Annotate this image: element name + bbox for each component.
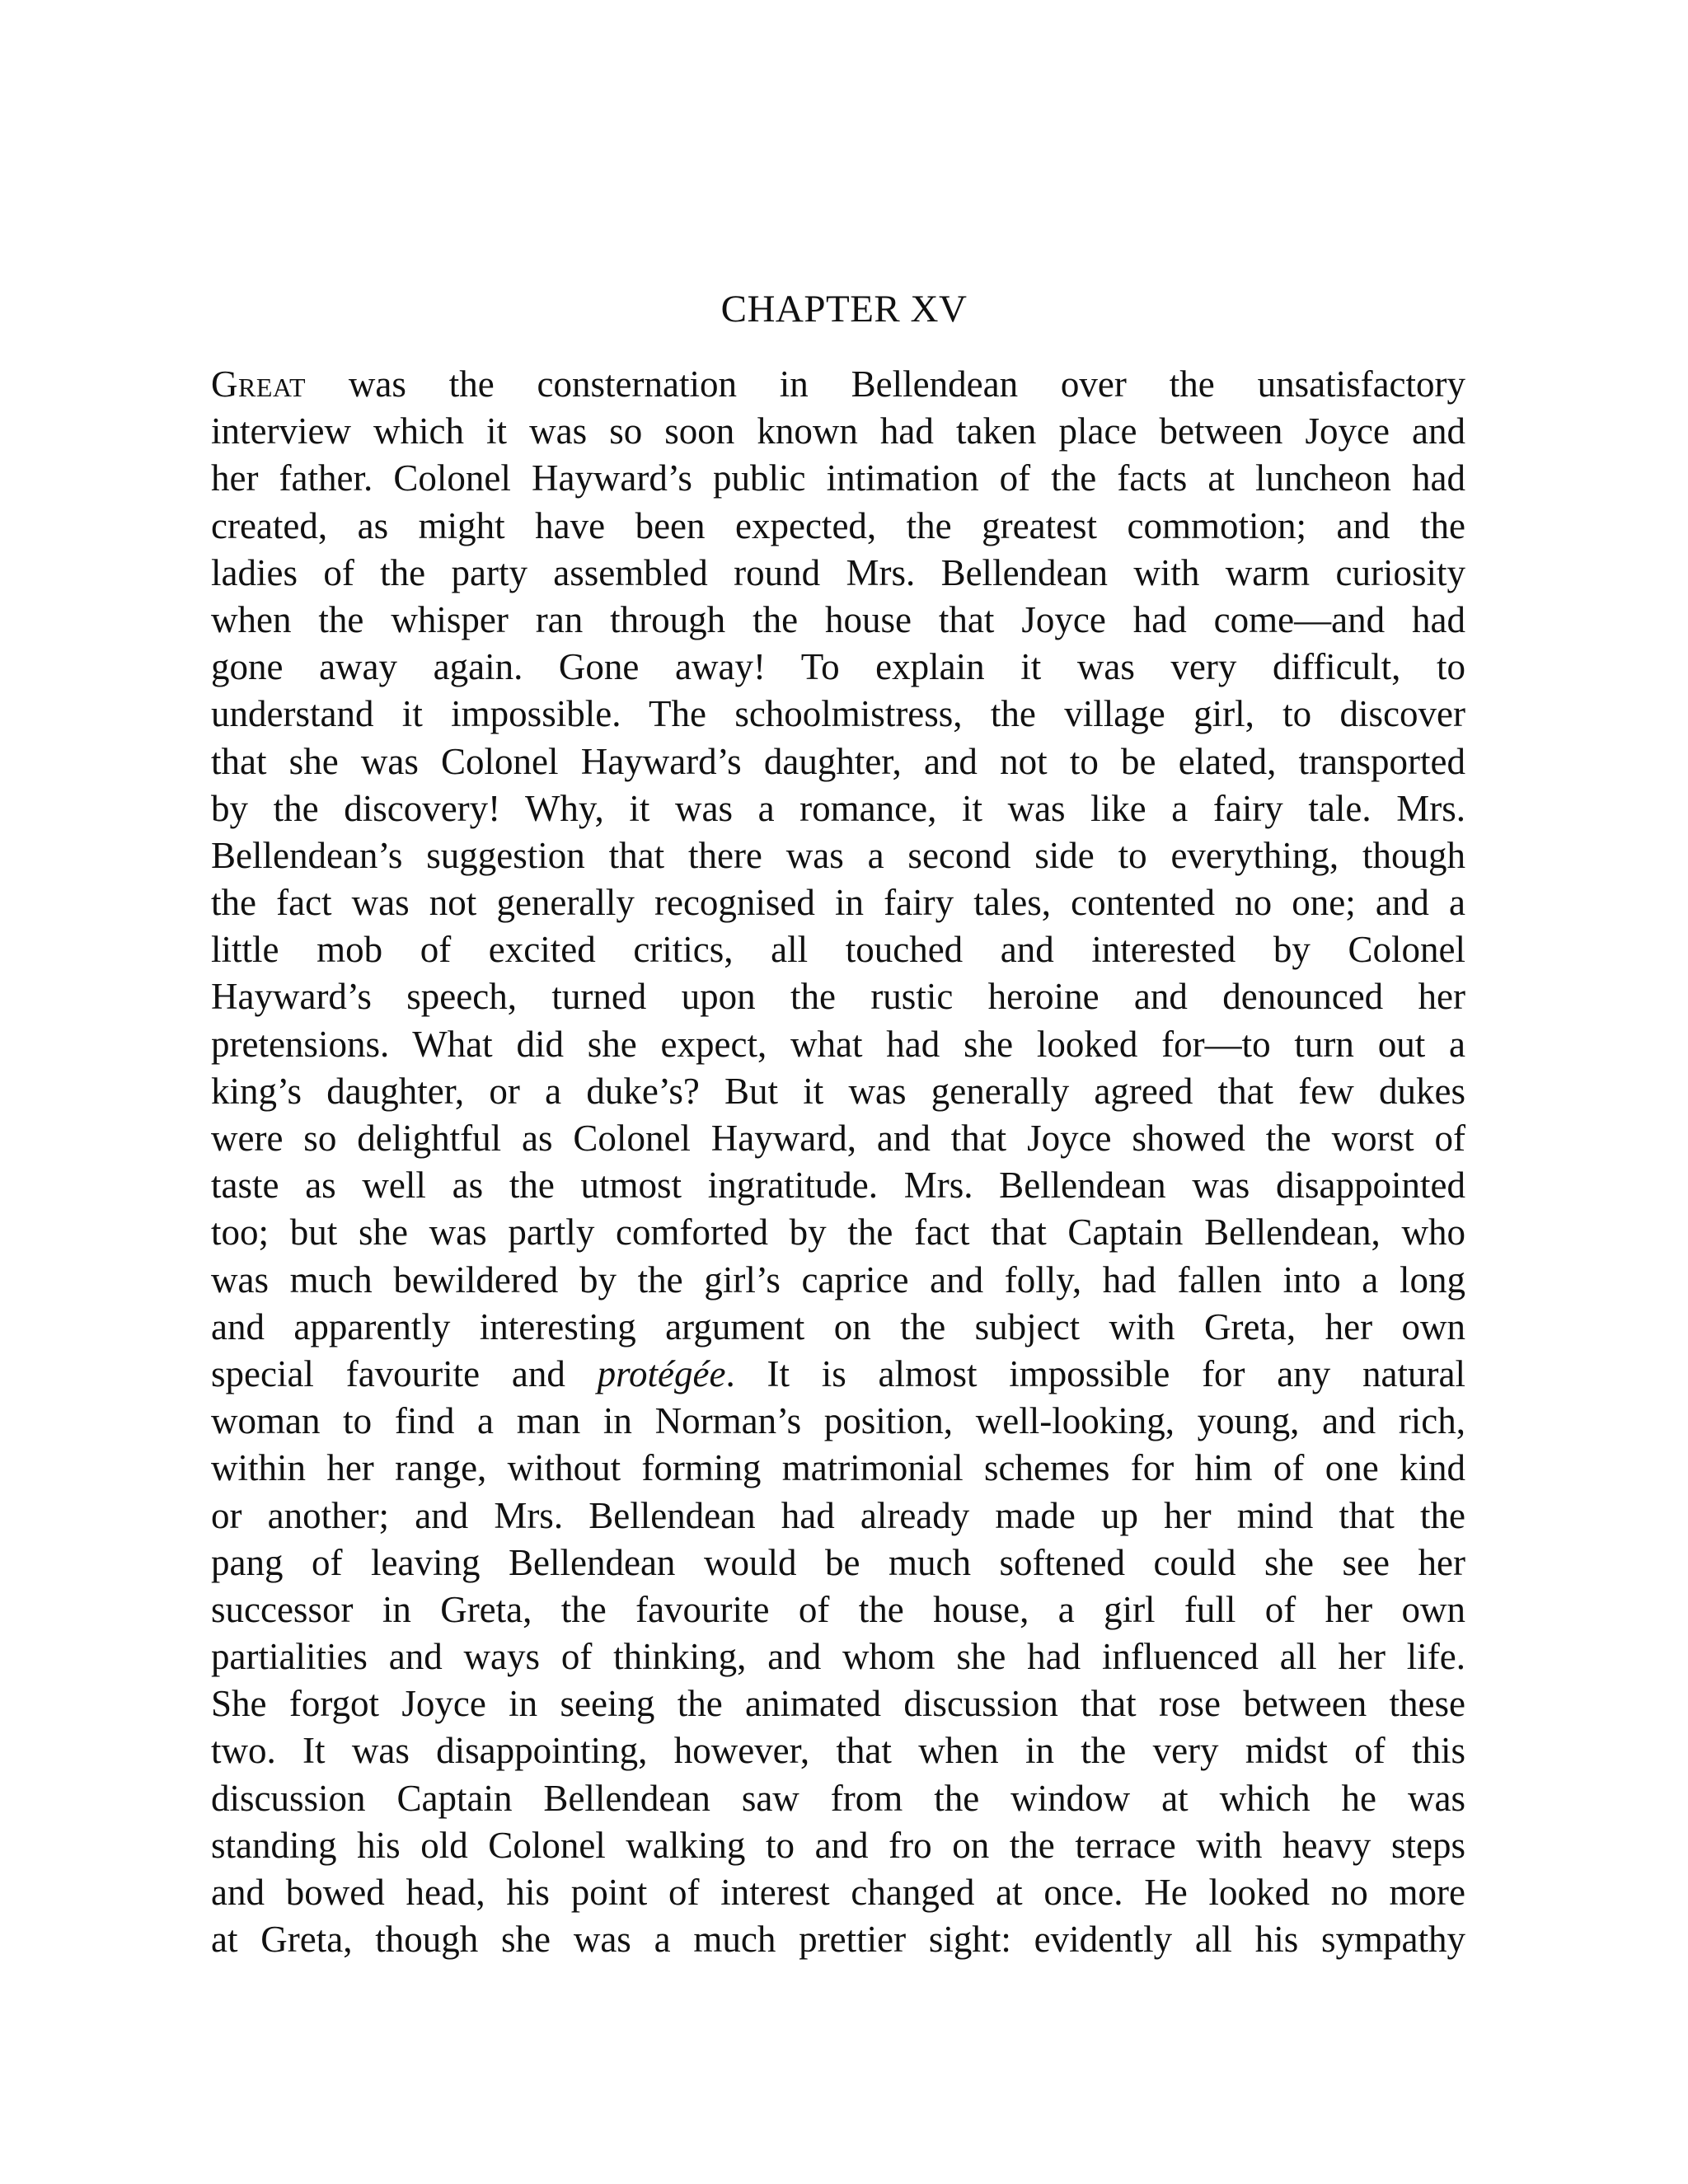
chapter-heading: CHAPTER XV <box>720 288 968 330</box>
text-line: or another; and Mrs. Bellendean had already made up her mind that the <box>211 1494 1465 1536</box>
text-line: gone away again. Gone away! To explain it was very difficult, to <box>211 646 1465 688</box>
text-line: king’s daughter, or a duke’s? But it was generally agreed that few dukes <box>211 1070 1465 1112</box>
text-segment: . It is almost impossible for any natural <box>725 1352 1465 1394</box>
text-segment: special favourite and <box>211 1352 598 1394</box>
text-line: She forgot Joyce in seeing the animated discussion that rose between these <box>211 1683 1465 1725</box>
text-line: by the discovery! Why, it was a romance, it was like a fairy tale. Mrs. <box>211 787 1465 829</box>
text-line: too; but she was partly comforted by the fact that Captain Bellendean, who <box>211 1212 1465 1254</box>
text-line: pang of leaving Bellendean would be much softened could she see her <box>211 1541 1465 1583</box>
text-line: at Greta, though she was a much prettier sight: evidently all his sympathy <box>211 1919 1465 1961</box>
text-line: understand it impossible. The schoolmistress, the village girl, to discover <box>211 693 1465 735</box>
text-line: partialities and ways of thinking, and whom she had influenced all her life. <box>211 1636 1465 1678</box>
text-line: when the whisper ran through the house that Joyce had come—and had <box>211 598 1465 640</box>
body-text <box>211 361 1465 1963</box>
text-line: woman to find a man in Norman’s position, well-looking, young, and rich, <box>211 1400 1465 1442</box>
text-line: was much bewildered by the girl’s caprice and folly, had fallen into a long <box>211 1258 1465 1301</box>
text-line-content: was the consternation in Bellendean over the unsatisfactory <box>306 363 1465 405</box>
italic-word: protégée <box>597 1352 726 1394</box>
text-line: Bellendean’s suggestion that there was a second side to everything, though <box>211 834 1465 876</box>
text-line <box>211 1351 1465 1398</box>
text-line: pretensions. What did she expect, what had she looked for—to turn out a <box>211 1023 1465 1065</box>
text-line: were so delightful as Colonel Hayward, and that Joyce showed the worst of <box>211 1118 1465 1159</box>
text-line: and bowed head, his point of interest changed at once. He looked no more <box>211 1872 1465 1913</box>
opening-word: Great <box>211 363 306 405</box>
text-line: two. It was disappointing, however, that when in the very midst of this <box>211 1730 1465 1772</box>
text-line: Hayward’s speech, turned upon the rustic heroine and denounced her <box>211 976 1465 1018</box>
text-line <box>211 361 1465 408</box>
text-line: ladies of the party assembled round Mrs. Bellendean with warm curiosity <box>211 551 1465 593</box>
text-line: little mob of excited critics, all touched and interested by Colonel <box>211 929 1465 971</box>
text-line: the fact was not generally recognised in fairy tales, contented no one; and a <box>211 882 1465 924</box>
text-line: her father. Colonel Hayward’s public intimation of the facts at luncheon had <box>211 457 1465 499</box>
text-line: that she was Colonel Hayward’s daughter, and not to be elated, transported <box>211 740 1465 782</box>
text-line: discussion Captain Bellendean saw from the window at which he was <box>211 1777 1465 1819</box>
text-line: and apparently interesting argument on the subject with Greta, her own <box>211 1305 1465 1347</box>
text-line: taste as well as the utmost ingratitude. Mrs. Bellendean was disappointed <box>211 1165 1465 1207</box>
text-line: standing his old Colonel walking to and fro on the terrace with heavy steps <box>211 1824 1465 1866</box>
text-line: created, as might have been expected, the greatest commotion; and the <box>211 504 1465 546</box>
text-line: successor in Greta, the favourite of the house, a girl full of her own <box>211 1588 1465 1630</box>
text-line: interview which it was so soon known had taken place between Joyce and <box>211 410 1465 452</box>
text-line: within her range, without forming matrimonial schemes for him of one kind <box>211 1447 1465 1489</box>
